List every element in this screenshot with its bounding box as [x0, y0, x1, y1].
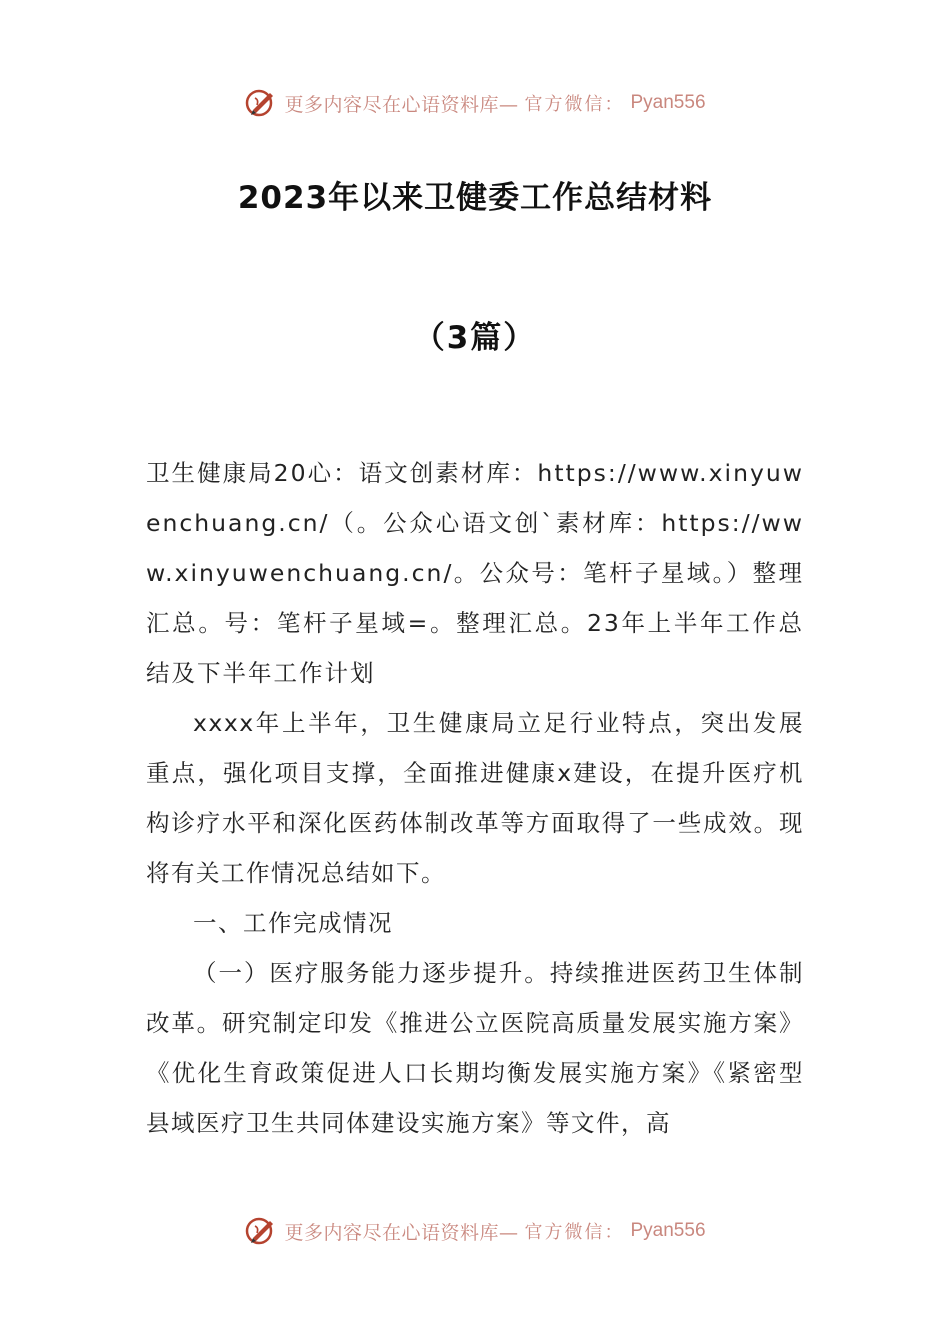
document-title: 2023年以来卫健委工作总结材料 — [237, 180, 713, 216]
pen-logo-icon — [244, 1214, 278, 1248]
document-subtitle: （3篇） — [413, 320, 537, 356]
banner-wechat-id: Pyan556 — [630, 92, 706, 113]
header-banner — [0, 83, 950, 123]
banner-text: 更多内容尽在心语资料库— — [284, 93, 519, 116]
summary-paragraph: xxxx年上半年，卫生健康局立足行业特点，突出发展重点，强化项目支撑，全面推进健康x建设，在提升医疗机构诊疗水平和深化医药体制改革等方面取得了一些成效。现将有关工作情况总结如下。 — [146, 709, 804, 887]
footer-banner — [0, 1211, 950, 1251]
document-body — [146, 448, 804, 1148]
pen-logo-icon — [244, 86, 278, 120]
banner-wechat-id: Pyan556 — [630, 1220, 706, 1241]
banner-wechat-label: 官方微信： — [524, 94, 625, 115]
section-heading: 一、工作完成情况 — [193, 909, 393, 937]
banner-wechat-label: 官方微信： — [524, 1222, 625, 1243]
intro-paragraph: 卫生健康局20心：语文创素材库：https://www.xinyuwenchuang.cn/（。公众心语文创`素材库：https://www.xinyuwenchuang.cn/。公众号：笔杆子星域。）整理汇总。号：笔杆子星域=。整理汇总。23年上半年工作总结及下半年工作计划 — [146, 459, 804, 687]
banner-text: 更多内容尽在心语资料库— — [284, 1221, 519, 1244]
body-paragraph: （一）医疗服务能力逐步提升。持续推进医药卫生体制改革。研究制定印发《推进公立医院高质量发展实施方案》《优化生育政策促进人口长期均衡发展实施方案》《紧密型县域医疗卫生共同体建设实施方案》等文件，高 — [146, 959, 804, 1137]
